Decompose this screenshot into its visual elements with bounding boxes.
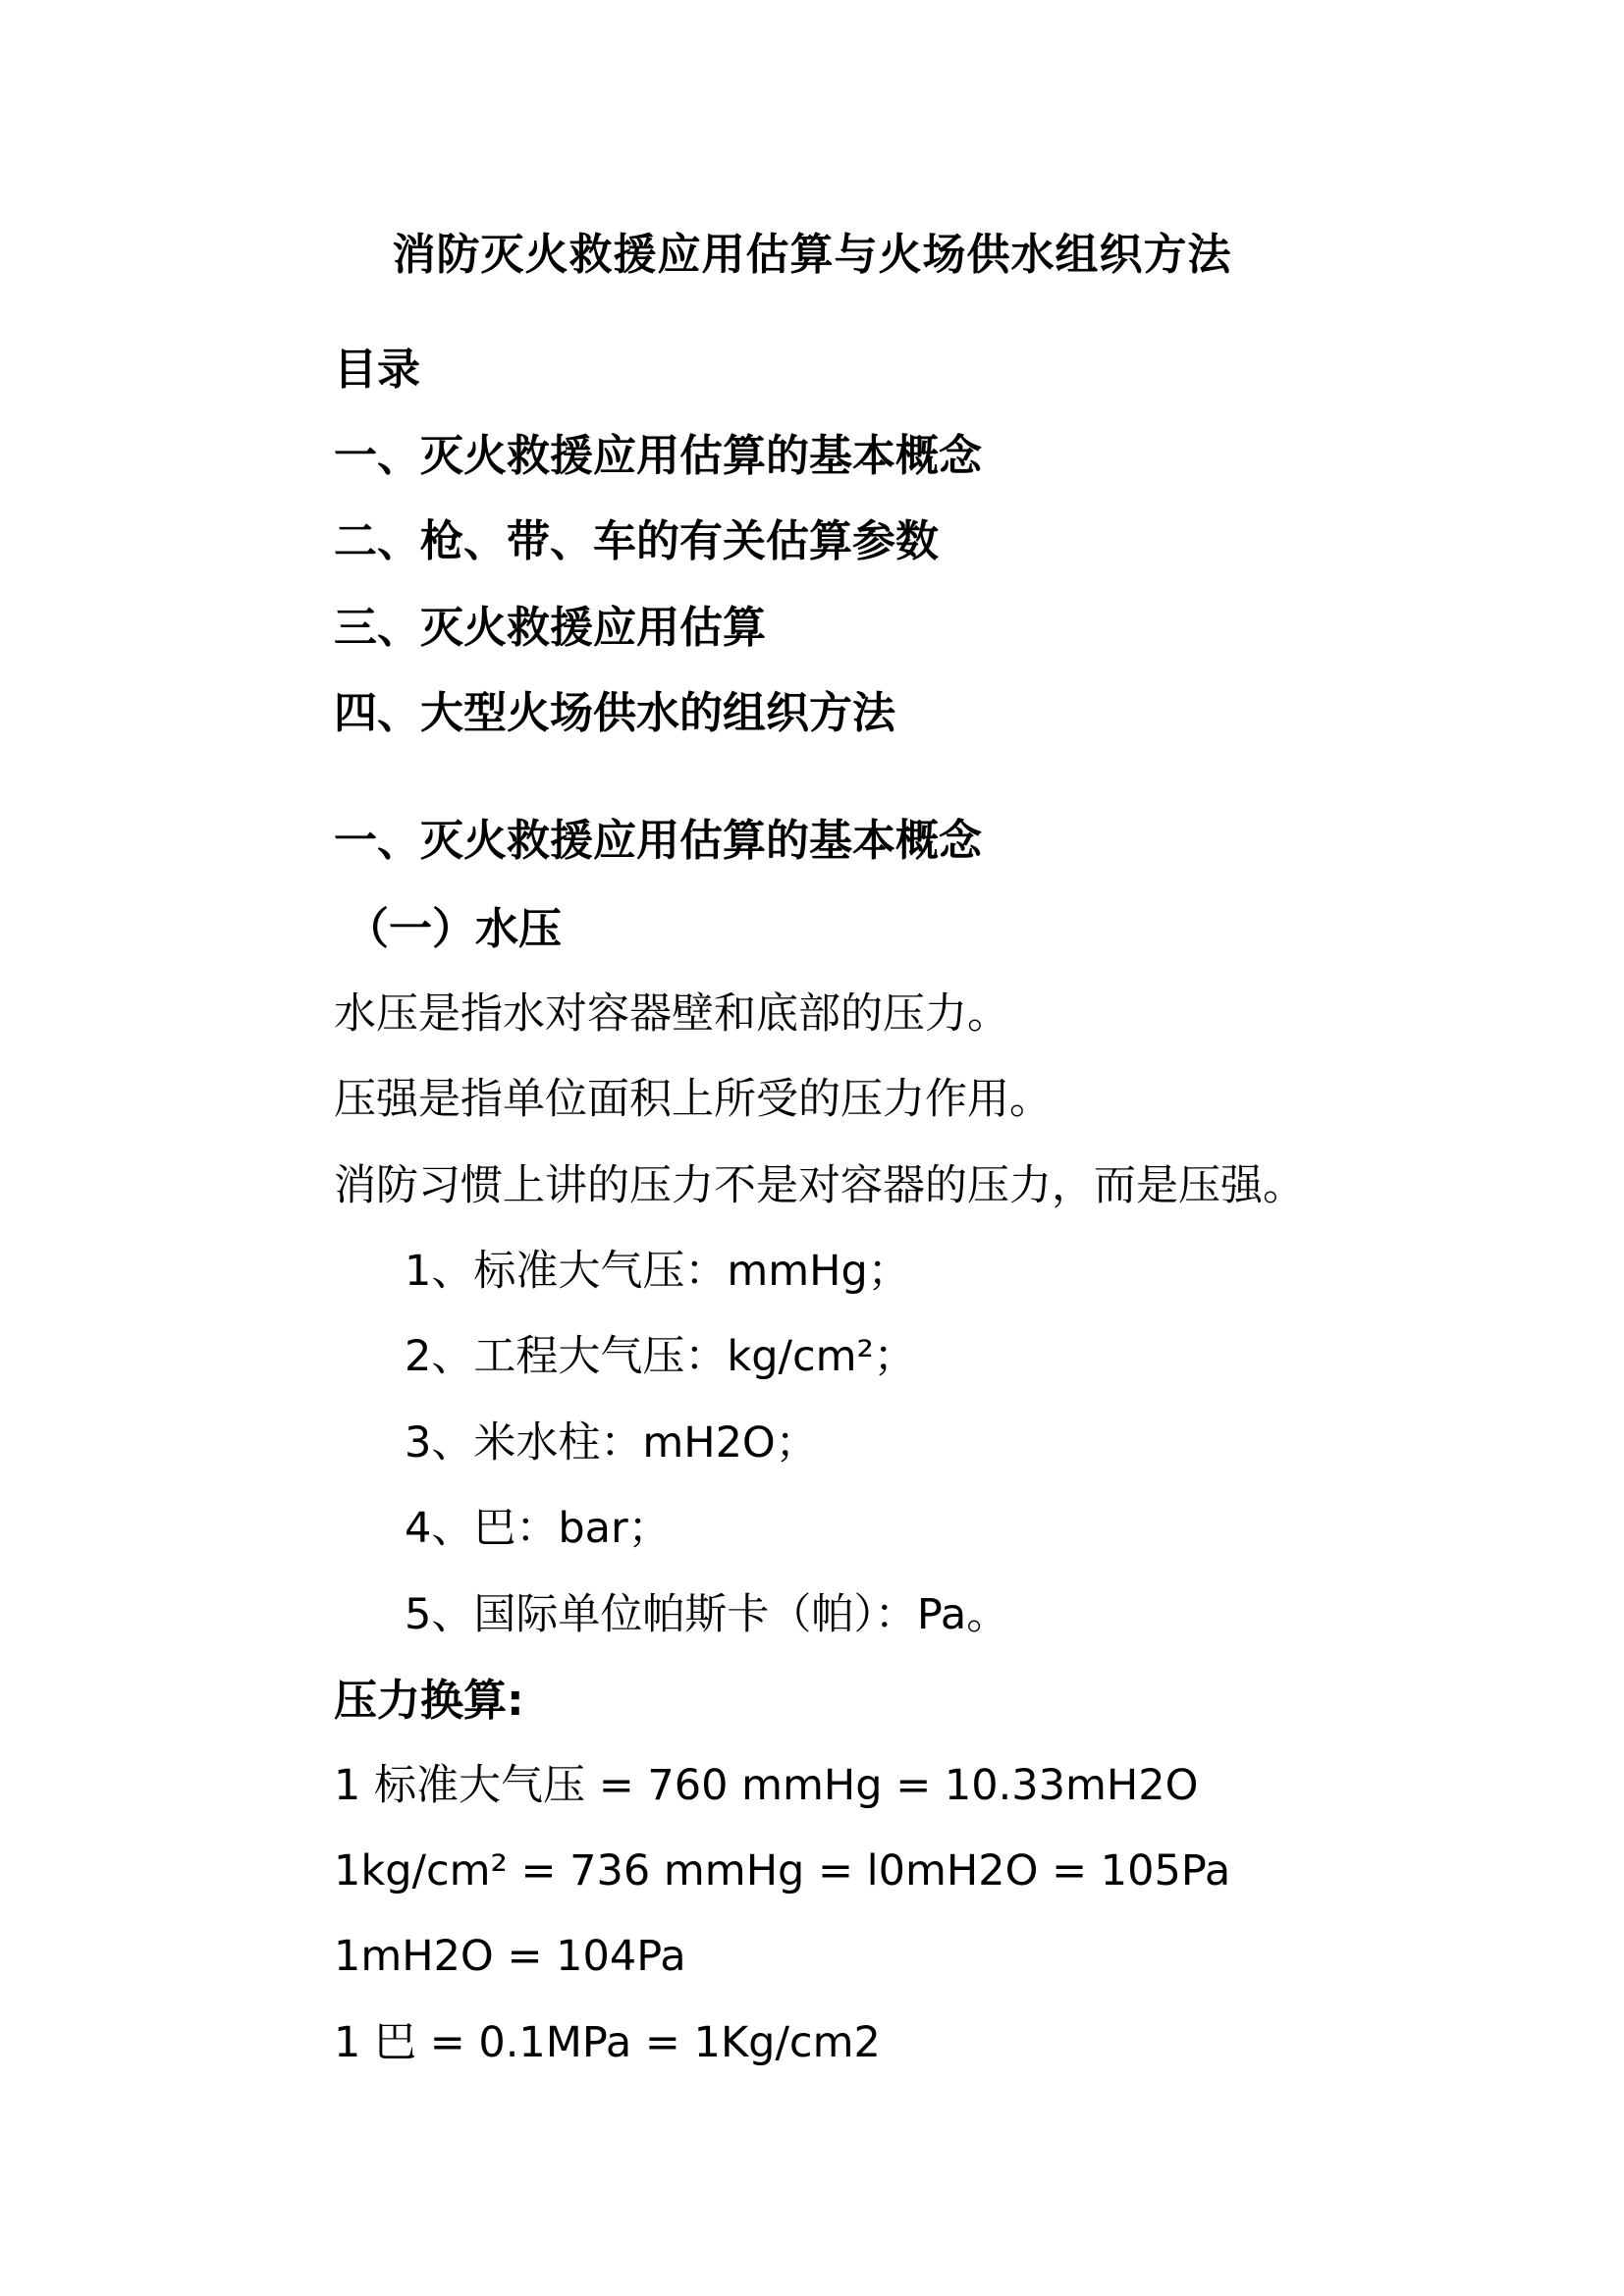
toc-item: 四、大型火场供水的组织方法 bbox=[334, 688, 895, 738]
unit-list-item: 3、米水柱：mH2O； bbox=[405, 1418, 818, 1468]
conversion-line: 1 标准大气压 = 760 mmHg = 10.33mH2O bbox=[334, 1761, 1199, 1810]
paragraph: 消防习惯上讲的压力不是对容器的压力，而是压强。 bbox=[334, 1161, 1305, 1210]
unit-list-item: 5、国际单位帕斯卡（帕）：Pa。 bbox=[405, 1590, 1009, 1639]
unit-list-item: 1、标准大气压：mmHg； bbox=[405, 1247, 910, 1296]
unit-list-item: 2、工程大气压：kg/cm²； bbox=[405, 1332, 916, 1381]
subsection-heading: （一）水压 bbox=[346, 904, 562, 954]
conversion-heading: 压力换算: bbox=[334, 1676, 524, 1726]
toc-item: 一、灭火救援应用估算的基本概念 bbox=[334, 431, 982, 481]
document-title: 消防灭火救援应用估算与火场供水组织方法 bbox=[392, 230, 1232, 280]
paragraph: 水压是指水对容器壁和底部的压力。 bbox=[334, 989, 1009, 1039]
toc-item: 二、枪、带、车的有关估算参数 bbox=[334, 516, 939, 566]
section-heading: 一、灭火救援应用估算的基本概念 bbox=[334, 816, 982, 866]
conversion-line: 1kg/cm² = 736 mmHg = l0mH2O = 105Pa bbox=[334, 1846, 1231, 1896]
unit-list-item: 4、巴：bar； bbox=[405, 1504, 671, 1553]
conversion-line: 1mH2O = 104Pa bbox=[334, 1932, 686, 1981]
toc-item: 三、灭火救援应用估算 bbox=[334, 603, 766, 653]
conversion-line: 1 巴 = 0.1MPa = 1Kg/cm2 bbox=[334, 2018, 881, 2067]
paragraph: 压强是指单位面积上所受的压力作用。 bbox=[334, 1075, 1052, 1124]
toc-heading: 目录 bbox=[334, 345, 420, 395]
